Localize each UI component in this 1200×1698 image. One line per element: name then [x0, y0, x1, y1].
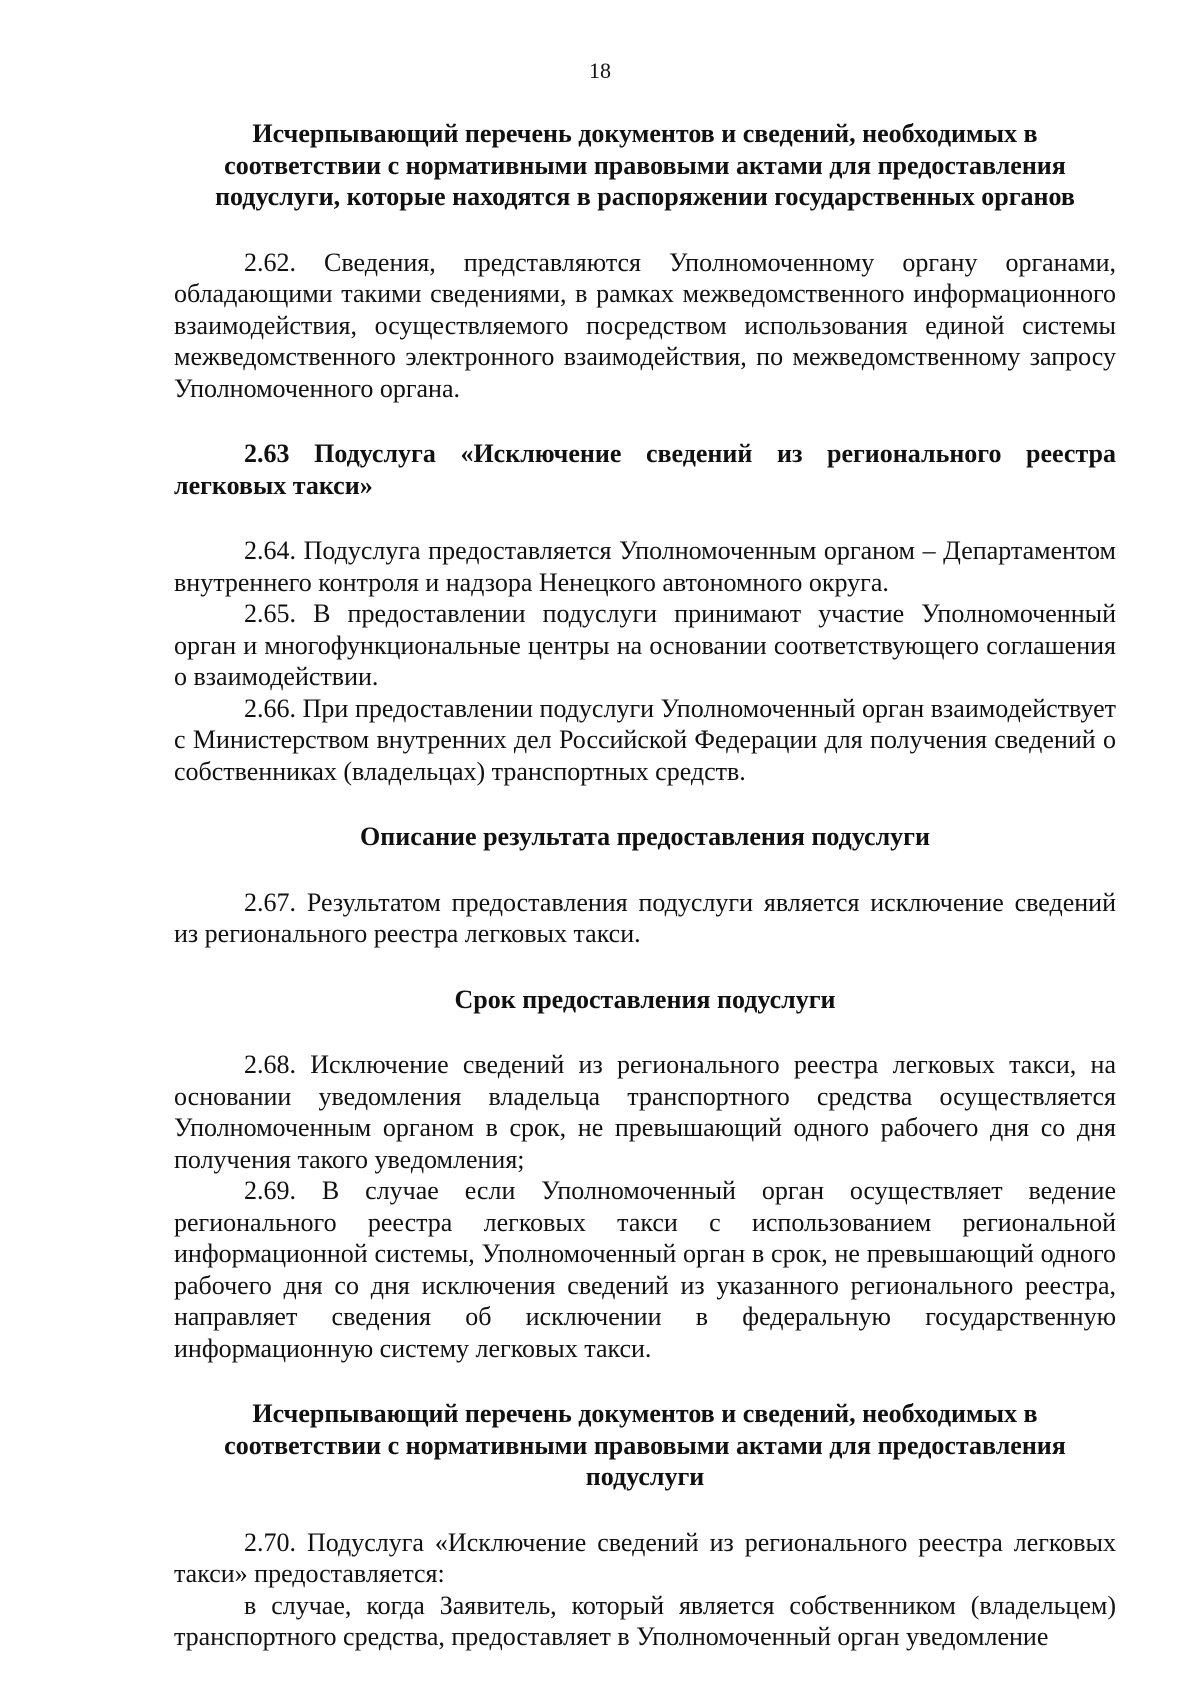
- paragraph-2-67: 2.67. Результатом предоставления подуслуги является исключение сведений из регионального реестра легковых такси.: [174, 887, 1116, 948]
- paragraph-2-65: 2.65. В предоставлении подуслуги принимают участие Уполномоченный орган и многофункциональные центры на основании соответствующего соглашения о взаимодействии.: [174, 599, 1116, 691]
- page-number: 18: [589, 58, 611, 83]
- paragraph-2-69: 2.69. В случае если Уполномоченный орган осуществляет ведение регионального реестра легковых такси с использованием региональной информационной системы, Уполномоченный орган в срок, не превышающий одного рабочего дня со дня исключения сведений из указанного регионального реестра, направляет сведения об исключении в федеральную государственную информационную систему легковых такси.: [174, 1176, 1116, 1363]
- subservice-heading-2-63: 2.63 Подуслуга «Исключение сведений из регионального реестра легковых такси»: [174, 439, 1116, 500]
- section-heading-documents-in-state-bodies: Исчерпывающий перечень документов и сведений, необходимых в соответствии с нормативными правовыми актами для предоставления подуслуги, которые находятся в распоряжении государственных органов: [215, 119, 1075, 211]
- paragraph-case: в случае, когда Заявитель, который является собственником (владельцем) транспортного средства, предоставляет в Уполномоченный орган уведомление: [174, 1590, 1116, 1651]
- document-body: [174, 118, 1116, 1653]
- paragraph-2-70: 2.70. Подуслуга «Исключение сведений из регионального реестра легковых такси» предоставляется:: [174, 1527, 1116, 1588]
- section-heading-term: Срок предоставления подуслуги: [454, 984, 836, 1014]
- section-heading-result: Описание результата предоставления подуслуги: [360, 822, 930, 851]
- paragraph-2-68: 2.68. Исключение сведений из регионального реестра легковых такси, на основании уведомления владельца транспортного средства осуществляется Уполномоченным органом в срок, не превышающий одного рабочего дня со дня получения такого уведомления;: [174, 1050, 1116, 1174]
- paragraph-2-66: 2.66. При предоставлении подуслуги Уполномоченный орган взаимодействует с Министерством внутренних дел Российской Федерации для получения сведений о собственниках (владельцах) транспортных средств.: [174, 693, 1116, 786]
- paragraph-2-64: 2.64. Подуслуга предоставляется Уполномоченным органом – Департаментом внутреннего контроля и надзора Ненецкого автономного округа.: [174, 536, 1116, 597]
- paragraph-2-62: 2.62. Сведения, представляются Уполномоченному органу органами, обладающими такими сведениями, в рамках межведомственного информационного взаимодействия, осуществляемого посредством использования единой системы межведомственного электронного взаимодействия, по межведомственному запросу Уполномоченного органа.: [174, 247, 1116, 403]
- section-heading-documents: Исчерпывающий перечень документов и сведений, необходимых в соответствии с нормативными правовыми актами для предоставления подуслуги: [224, 1399, 1066, 1491]
